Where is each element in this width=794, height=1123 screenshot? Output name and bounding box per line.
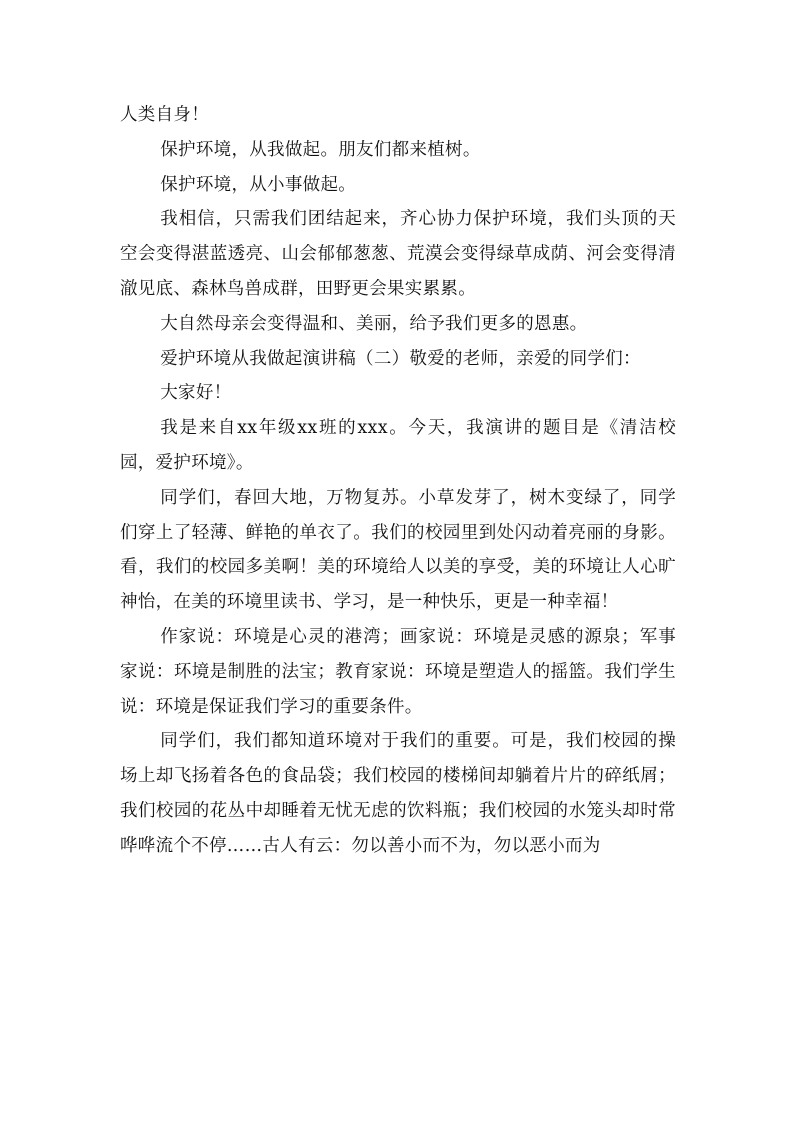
paragraph-7: 大家好！ — [160, 383, 232, 404]
paragraph-5: 大自然母亲会变得温和、美丽，给予我们更多的恩惠。 — [160, 313, 588, 334]
paragraph-4: 我相信，只需我们团结起来，齐心协力保护环境，我们头顶的天空会变得湛蓝透亮、山会郁郁葱葱、荒漠会变得绿草成荫、河会变得清澈见底、森林鸟兽成群，田野更会果实累累。 — [120, 209, 676, 299]
paragraph-6: 爱护环境从我做起演讲稿（二）敬爱的老师，亲爱的同学们： — [160, 348, 641, 369]
paragraph-2: 保护环境，从我做起。朋友们都来植树。 — [160, 139, 481, 160]
paragraph-9: 同学们，春回大地，万物复苏。小草发芽了，树木变绿了，同学们穿上了轻薄、鲜艳的单衣了。我们的校园里到处闪动着亮丽的身影。看，我们的校园多美啊！美的环境给人以美的享受，美的环境让人心旷神怡，在美的环境里读书、学习，是一种快乐，更是一种幸福！ — [120, 487, 676, 613]
paragraph-8: 我是来自xx年级xx班的xxx。今天，我演讲的题目是《清洁校园，爱护环境》。 — [120, 418, 676, 473]
paragraph-10: 作家说：环境是心灵的港湾；画家说：环境是灵感的源泉；军事家说：环境是制胜的法宝；教育家说：环境是塑造人的摇篮。我们学生说：环境是保证我们学习的重要条件。 — [120, 626, 676, 717]
paragraph-11: 同学们，我们都知道环境对于我们的重要。可是，我们校园的操场上却飞扬着各色的食品袋；我们校园的楼梯间却躺着片片的碎纸屑；我们校园的花丛中却睡着无忧无虑的饮料瓶；我们校园的水笼头却时常哗哗流个不停……古人有云：勿以善小而不为，勿以恶小而为 — [120, 731, 676, 856]
paragraph-3: 保护环境，从小事做起。 — [160, 174, 357, 195]
document-body — [120, 98, 676, 864]
paragraph-1: 人类自身！ — [120, 105, 209, 125]
